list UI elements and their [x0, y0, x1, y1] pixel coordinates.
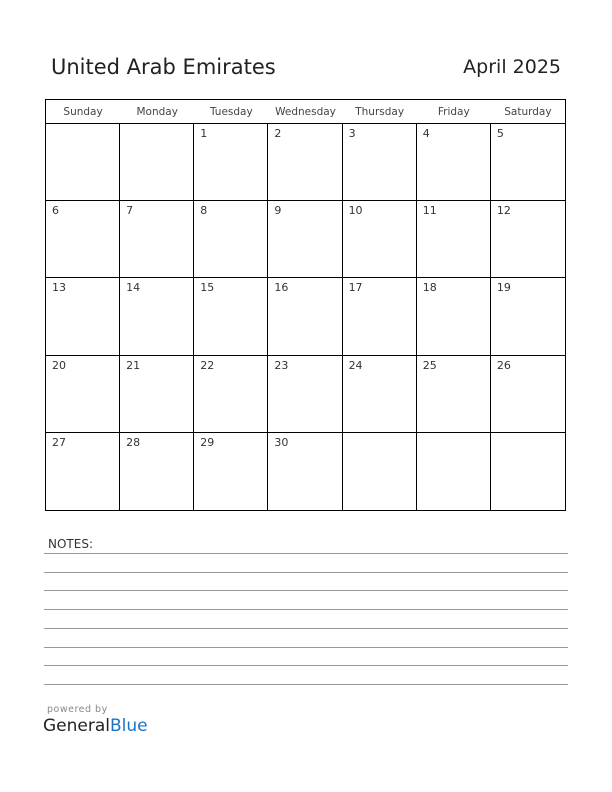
day-number: 10 — [348, 204, 363, 218]
day-cell — [491, 124, 565, 201]
day-number: 6 — [52, 204, 59, 218]
day-cell — [268, 201, 342, 278]
day-number: 19 — [496, 281, 511, 295]
day-cell — [343, 201, 417, 278]
day-number: 5 — [496, 127, 504, 140]
day-cell — [194, 278, 268, 355]
day-number: 7 — [126, 204, 134, 218]
day-cell — [194, 124, 268, 201]
day-cell — [46, 201, 120, 278]
day-number: 4 — [422, 127, 430, 140]
notes-label: NOTES: — [48, 537, 93, 551]
day-cell — [46, 356, 120, 433]
weekday-header: Saturday — [491, 100, 565, 124]
day-cell — [491, 356, 565, 433]
day-number: 25 — [422, 358, 437, 372]
calendar-title: United Arab Emirates — [51, 55, 276, 79]
day-number: 1 — [200, 127, 208, 140]
day-cell — [491, 433, 565, 510]
day-cell — [343, 278, 417, 355]
day-number: 20 — [52, 358, 66, 372]
day-number: 15 — [200, 281, 215, 295]
day-number: 26 — [496, 358, 511, 372]
day-cell — [417, 356, 491, 433]
day-cell — [194, 201, 268, 278]
day-cell — [343, 433, 417, 510]
day-number: 23 — [274, 358, 289, 372]
day-number: 21 — [126, 358, 141, 372]
day-cell — [268, 356, 342, 433]
notes-line — [44, 647, 568, 648]
day-cell — [120, 356, 194, 433]
day-cell — [46, 124, 120, 201]
generalblue-logo — [43, 716, 148, 736]
day-number: 8 — [200, 204, 208, 218]
day-number: 28 — [126, 435, 141, 449]
month-year: April 2025 — [463, 56, 561, 78]
day-cell — [46, 278, 120, 355]
day-number: 11 — [422, 204, 437, 218]
day-number: 24 — [348, 358, 363, 372]
day-cell — [417, 201, 491, 278]
day-cell — [268, 278, 342, 355]
day-number: 27 — [52, 435, 66, 449]
day-cell — [268, 124, 342, 201]
notes-line — [44, 609, 568, 610]
day-cell — [120, 124, 194, 201]
weekday-header: Tuesday — [194, 100, 268, 124]
day-number: 16 — [274, 281, 289, 295]
weekday-header: Wednesday — [268, 100, 342, 124]
day-cell — [120, 278, 194, 355]
day-cell — [120, 201, 194, 278]
day-number: 9 — [274, 204, 282, 218]
logo-blue: Blue — [110, 716, 148, 736]
notes-line — [44, 628, 568, 629]
day-number: 13 — [52, 281, 66, 295]
day-number: 30 — [274, 435, 289, 449]
day-number: 3 — [348, 127, 356, 140]
day-cell — [46, 433, 120, 510]
day-number: 18 — [422, 281, 437, 295]
notes-line — [44, 553, 568, 554]
notes-line — [44, 684, 568, 685]
day-number: 12 — [496, 204, 511, 218]
day-number: 2 — [274, 127, 282, 140]
day-number: 17 — [348, 281, 363, 295]
powered-by-text: powered by — [47, 704, 108, 715]
weekday-header: Monday — [120, 100, 194, 124]
weekday-header: Sunday — [46, 100, 120, 124]
weekday-header: Friday — [417, 100, 491, 124]
notes-line — [44, 665, 568, 666]
day-cell — [343, 124, 417, 201]
day-number: 22 — [200, 358, 215, 372]
notes-line — [44, 572, 568, 573]
day-cell — [417, 433, 491, 510]
day-cell — [491, 201, 565, 278]
day-cell — [120, 433, 194, 510]
calendar-grid — [45, 99, 566, 511]
day-cell — [194, 356, 268, 433]
weekday-header: Thursday — [343, 100, 417, 124]
logo-general: General — [43, 716, 110, 736]
day-cell — [343, 356, 417, 433]
day-number: 29 — [200, 435, 215, 449]
day-cell — [194, 433, 268, 510]
notes-line — [44, 590, 568, 591]
day-number: 14 — [126, 281, 141, 295]
day-cell — [417, 278, 491, 355]
day-cell — [491, 278, 565, 355]
day-cell — [268, 433, 342, 510]
day-cell — [417, 124, 491, 201]
